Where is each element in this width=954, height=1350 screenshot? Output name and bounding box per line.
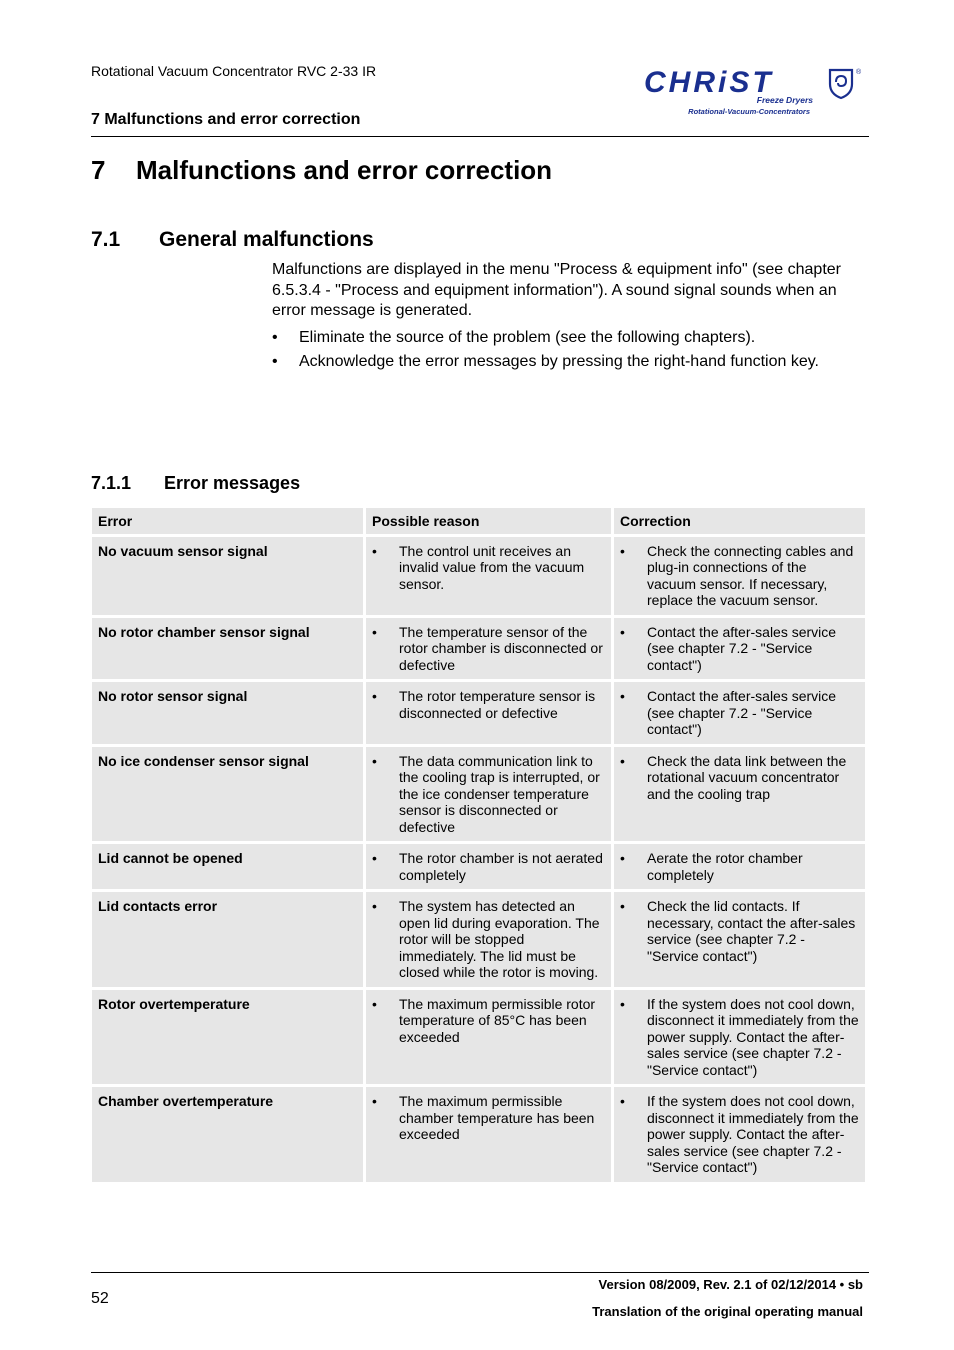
subsubsection-title: Error messages: [164, 473, 301, 493]
bullet-glyph: •: [620, 688, 625, 704]
bullet-glyph: •: [372, 752, 377, 769]
list-item: • Acknowledge the error messages by pressing the right-hand function key.: [272, 352, 852, 373]
section-number: 7: [91, 155, 106, 185]
error-cell: No ice condenser sensor signal: [92, 747, 363, 842]
bullet-glyph: •: [372, 688, 377, 704]
section-heading: [91, 155, 552, 186]
table-row: [92, 990, 865, 1085]
column-header-reason: Possible reason: [366, 508, 611, 534]
bullet-glyph: •: [620, 752, 625, 769]
table-row: [92, 747, 865, 842]
table-header-row: [92, 508, 865, 534]
bullet-glyph: •: [620, 995, 625, 1012]
footer-manual-note: Translation of the original operating manual: [592, 1304, 863, 1319]
header-chapter-title: 7 Malfunctions and error correction: [91, 111, 361, 128]
error-cell: No rotor chamber sensor signal: [92, 618, 363, 680]
table-row: [92, 844, 865, 889]
logo-line-2: Rotational-Vacuum-Concentrators: [688, 107, 810, 116]
christ-logo: [640, 62, 868, 120]
logo-brand-text: CHRiST: [644, 66, 774, 99]
reason-cell: • The rotor temperature sensor is disconnected or defective: [366, 682, 611, 744]
bullet-glyph: •: [620, 898, 625, 914]
footer-rule: [91, 1272, 869, 1273]
intro-paragraph: Malfunctions are displayed in the menu "Process & equipment info" (see chapter 6.5.3.4 - "Process and equipment information"). A sound signal sounds when an error message is generated.: [272, 261, 841, 319]
subsubsection-heading: [91, 473, 300, 494]
correction-cell: • If the system does not cool down, disconnect it immediately from the power supply. Contact the after-sales service (see chapter 7.2 - "Service contact"): [614, 990, 865, 1085]
reason-cell: • The maximum permissible rotor temperature of 85°C has been exceeded: [366, 990, 611, 1085]
bullet-glyph: •: [272, 353, 278, 370]
header-rule: [91, 136, 869, 137]
bullet-glyph: •: [372, 995, 377, 1012]
error-cell: Lid cannot be opened: [92, 844, 363, 889]
bullet-glyph: •: [272, 328, 278, 346]
subsection-number: 7.1: [91, 228, 121, 251]
table-row: [92, 1087, 865, 1182]
section-title: Malfunctions and error correction: [136, 155, 553, 185]
error-messages-table: [89, 505, 868, 1185]
column-header-error: Error: [92, 508, 363, 534]
list-item: • Eliminate the source of the problem (see the following chapters).: [272, 328, 852, 349]
general-malfunctions-body: [272, 260, 852, 377]
bullet-glyph: •: [620, 623, 625, 640]
correction-cell: • Aerate the rotor chamber completely: [614, 844, 865, 889]
correction-cell: • Check the data link between the rotational vacuum concentrator and the cooling trap: [614, 747, 865, 842]
bullet-glyph: •: [620, 542, 625, 559]
subsection-title: General malfunctions: [159, 228, 374, 251]
error-cell: Rotor overtemperature: [92, 990, 363, 1085]
table-row: [92, 537, 865, 615]
error-cell: Lid contacts error: [92, 892, 363, 987]
reason-cell: • The system has detected an open lid during evaporation. The rotor will be stopped immediately. The lid must be closed while the rotor is moving.: [366, 892, 611, 987]
bullet-glyph: •: [372, 623, 377, 640]
instruction-list: [272, 328, 852, 373]
logo-line-1: Freeze Dryers: [756, 95, 813, 105]
correction-cell: • Contact the after-sales service (see chapter 7.2 - "Service contact"): [614, 618, 865, 680]
table-row: [92, 892, 865, 987]
bullet-glyph: •: [372, 850, 377, 866]
column-header-correction: Correction: [614, 508, 865, 534]
subsection-heading: [91, 228, 374, 252]
reason-cell: • The maximum permissible chamber temperature has been exceeded: [366, 1087, 611, 1182]
error-cell: Chamber overtemperature: [92, 1087, 363, 1182]
logo-registered-mark: ®: [856, 69, 862, 76]
logo-emblem-icon: [830, 70, 852, 98]
page-number: 52: [91, 1290, 109, 1307]
table-row: [92, 682, 865, 744]
reason-cell: • The data communication link to the cooling trap is interrupted, or the ice condenser temperature sensor is disconnected or defective: [366, 747, 611, 842]
error-cell: No rotor sensor signal: [92, 682, 363, 744]
bullet-glyph: •: [372, 542, 377, 559]
reason-cell: • The rotor chamber is not aerated completely: [366, 844, 611, 889]
reason-cell: • The temperature sensor of the rotor chamber is disconnected or defective: [366, 618, 611, 680]
bullet-glyph: •: [372, 898, 377, 914]
correction-cell: • Check the lid contacts. If necessary, contact the after-sales service (see chapter 7.2 - "Service contact"): [614, 892, 865, 987]
error-cell: No vacuum sensor signal: [92, 537, 363, 615]
bullet-glyph: •: [620, 1093, 625, 1109]
correction-cell: • If the system does not cool down, disconnect it immediately from the power supply. Contact the after-sales service (see chapter 7.2 - "Service contact"): [614, 1087, 865, 1182]
bullet-glyph: •: [620, 850, 625, 866]
bullet-glyph: •: [372, 1093, 377, 1109]
header-product-name: Rotational Vacuum Concentrator RVC 2-33 IR: [91, 63, 377, 79]
correction-cell: • Contact the after-sales service (see chapter 7.2 - "Service contact"): [614, 682, 865, 744]
footer-version: Version 08/2009, Rev. 2.1 of 02/12/2014 • sb: [598, 1277, 863, 1292]
subsubsection-number: 7.1.1: [91, 473, 132, 493]
correction-cell: • Check the connecting cables and plug-in connections of the vacuum sensor. If necessary, replace the vacuum sensor.: [614, 537, 865, 615]
reason-cell: • The control unit receives an invalid value from the vacuum sensor.: [366, 537, 611, 615]
table-row: [92, 618, 865, 680]
